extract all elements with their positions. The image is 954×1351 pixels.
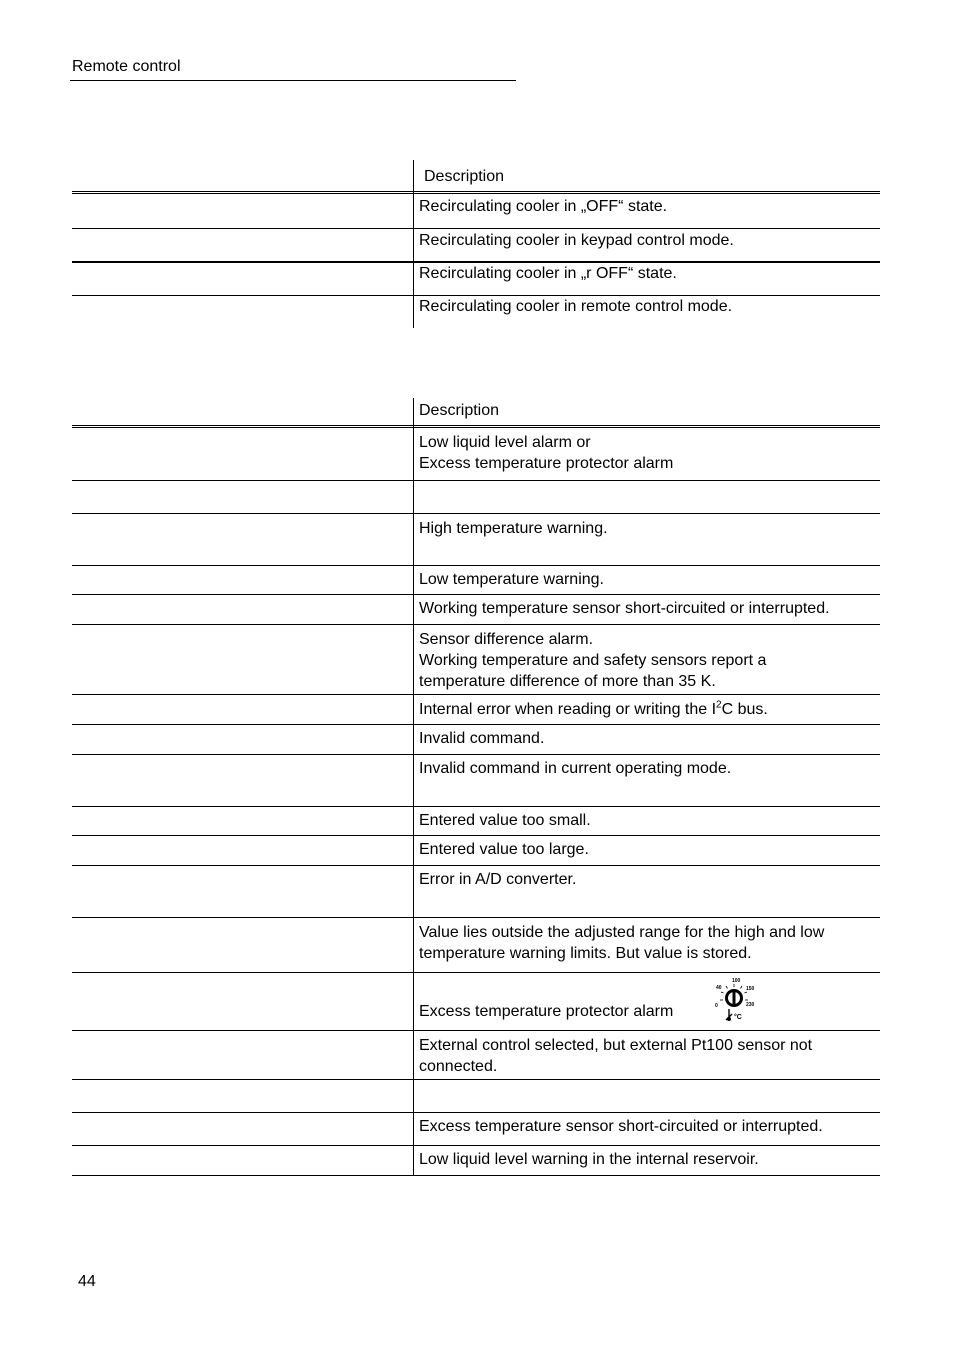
description-line: Sensor difference alarm. [419, 631, 594, 648]
description-line: Excess temperature protector alarm [419, 455, 674, 472]
table-cell-empty [72, 194, 414, 228]
table-cell-description: Low temperature warning. [419, 571, 604, 588]
table-row [72, 866, 880, 918]
table-cell-empty [72, 263, 414, 295]
table-cell-empty [72, 1146, 414, 1175]
table-cell-empty [72, 296, 414, 328]
table-cell-empty [72, 1113, 414, 1145]
description-line: External control selected, but external Pt100 sensor not [419, 1037, 813, 1054]
table-row [72, 514, 880, 566]
dial-unit: °C [734, 1014, 742, 1021]
table-cell-empty [72, 1080, 414, 1112]
table-cell-empty [72, 566, 414, 594]
table-row [72, 918, 880, 973]
table-header-description: Description [424, 168, 505, 185]
table-row [72, 481, 880, 514]
table-cell-description: Entered value too large. [419, 841, 589, 858]
error-table [72, 398, 880, 1176]
table-cell-description [419, 1035, 880, 1077]
table-cell-description: Invalid command in current operating mode. [419, 760, 732, 777]
table-cell-description: Low liquid level warning in the internal reservoir. [419, 1151, 759, 1168]
section-header-title: Remote control [72, 58, 181, 75]
table-row [72, 229, 880, 263]
table-row [72, 1080, 880, 1113]
description-line: Value lies outside the adjusted range for the high and low [419, 924, 825, 941]
table-cell-description: Working temperature sensor short-circuited or interrupted. [419, 600, 830, 617]
description-text: C bus. [721, 701, 768, 718]
table-cell-empty [72, 229, 414, 261]
table-header-left-cell [72, 160, 414, 194]
table-cell-empty [72, 481, 414, 513]
table-cell-empty [72, 807, 414, 835]
table-cell-description: Entered value too small. [419, 812, 591, 829]
table-cell-description: Recirculating cooler in „r OFF“ state. [419, 265, 677, 282]
table-row [72, 755, 880, 807]
description-line: Working temperature and safety sensors report a [419, 652, 767, 669]
table-row [72, 194, 880, 229]
table-row [72, 695, 880, 725]
header-rule [70, 80, 516, 81]
table-cell-description: Invalid command. [419, 730, 545, 747]
description-line: temperature warning limits. But value is stored. [419, 945, 752, 962]
description-text: Internal error when reading or writing the I [419, 701, 717, 718]
table-cell-description: Recirculating cooler in „OFF“ state. [419, 198, 668, 215]
table-cell-empty [72, 625, 414, 694]
dial-label-40: 40 [716, 985, 722, 991]
table-header-row [72, 160, 880, 194]
table-cell-empty [72, 695, 414, 724]
dial-label-100: 100 [732, 978, 741, 984]
table-row [72, 836, 880, 866]
table-cell-empty [72, 918, 414, 972]
temperature-dial-icon [713, 976, 757, 1026]
table-cell-empty [72, 514, 414, 565]
table-row [72, 807, 880, 836]
table-row [72, 973, 880, 1031]
table-cell-description: Recirculating cooler in remote control mode. [419, 298, 733, 315]
table-cell-description [419, 629, 880, 692]
table-row [72, 1113, 880, 1146]
superscript: 2 [716, 699, 722, 711]
table-row [72, 725, 880, 755]
description-line: temperature difference of more than 35 K. [419, 673, 716, 690]
table-row [72, 1031, 880, 1080]
dial-label-0: 0 [715, 1003, 718, 1009]
status-table [72, 160, 880, 328]
table-cell-empty [72, 1031, 414, 1079]
table-cell-description: Excess temperature sensor short-circuited or interrupted. [419, 1118, 823, 1135]
table-cell-description: High temperature warning. [419, 520, 608, 537]
table-cell-description: Recirculating cooler in keypad control mode. [419, 232, 734, 249]
table-cell-empty [72, 428, 414, 480]
table-row [72, 595, 880, 625]
table-cell-empty [72, 725, 414, 754]
table-header-row [72, 398, 880, 428]
table-cell-empty [72, 595, 414, 624]
table-cell-description [419, 978, 880, 1022]
table-row [72, 263, 880, 296]
table-cell-description [419, 699, 880, 720]
table-cell-empty [72, 973, 414, 1030]
table-cell-description [419, 922, 880, 964]
table-cell-empty [72, 866, 414, 917]
dial-label-230: 230 [746, 1002, 755, 1008]
description-line: Low liquid level alarm or [419, 434, 591, 451]
table-row [72, 625, 880, 695]
table-row [72, 296, 880, 328]
description-text: Excess temperature protector alarm [419, 1003, 674, 1020]
dial-label-150: 150 [746, 986, 755, 992]
table-header-left-cell [72, 398, 414, 428]
table-row [72, 566, 880, 595]
table-cell-empty [72, 836, 414, 865]
table-row [72, 1146, 880, 1176]
description-line: connected. [419, 1058, 498, 1075]
table-cell-empty [72, 755, 414, 806]
table-cell-description [419, 432, 880, 474]
table-cell-description: Error in A/D converter. [419, 871, 577, 888]
table-row [72, 428, 880, 481]
table-header-description: Description [419, 402, 500, 419]
page-number: 44 [78, 1273, 96, 1290]
